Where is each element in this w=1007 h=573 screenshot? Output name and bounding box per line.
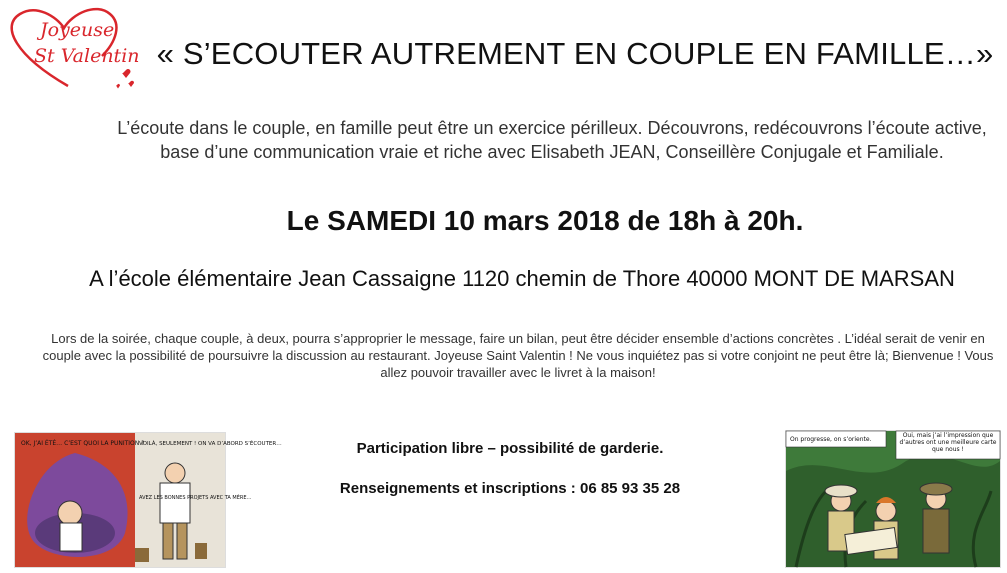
- intro-paragraph: L’écoute dans le couple, en famille peut être un exercice périlleux. Découvrons, redécouvrons l’écoute active, base d’une communication vraie et riche avec Elisabeth JEAN, Conseillère Conjugale et Familiale.: [117, 118, 987, 162]
- cartoon-left-bubble1: OK, J’AI ÉTÉ… C’EST QUOI LA PUNITION ?: [21, 440, 145, 447]
- contact-text: Renseignements et inscriptions : 06 85 93 35 28: [339, 480, 681, 497]
- logo-line2: St Valentin: [34, 45, 140, 67]
- logo-line1: Joyeuse: [40, 19, 115, 41]
- event-address: A l’école élémentaire Jean Cassaigne 1120 chemin de Thore 40000 MONT DE MARSAN: [89, 266, 955, 291]
- cartoon-left-bubble3: AVEZ LES BONNES PROJETS AVEC TA MÈRE…: [139, 495, 252, 501]
- cartoon-right-bubble2: Oui, mais j’ai l’impression que d’autres ont une meilleure carte que nous !: [899, 432, 997, 453]
- cartoon-left-bubble2: VOILÀ, SEULEMENT ! ON VA D’ABORD S’ÉCOUTER…: [139, 441, 282, 447]
- joyeuse-st-valentin-logo: [6, 6, 140, 92]
- cartoon-explorers-image: [785, 430, 1001, 568]
- heart-logo-icon: [6, 6, 140, 92]
- cartoon-right-bubble1: On progresse, on s’oriente.: [790, 436, 872, 443]
- participation-text: Participation libre – possibilité de garderie.: [356, 440, 664, 457]
- page-title: « S’ECOUTER AUTREMENT EN COUPLE EN FAMILLE…»: [156, 36, 994, 71]
- event-date: Le SAMEDI 10 mars 2018 de 18h à 20h.: [286, 205, 804, 236]
- cartoon-couple-image: [14, 432, 282, 568]
- details-paragraph: Lors de la soirée, chaque couple, à deux, pourra s’approprier le message, faire un bilan, peut être décider ensemble d’actions concrètes . L’idéal serait de venir en couple avec la possibilité de poursuivre la discussion au restaurant. Joyeuse Saint Valentin ! Ne vous inquiétez pas si votre conjoint ne peut être là; Bienvenue ! Vous allez pouvoir travailler avec le livret à la maison!: [42, 331, 994, 380]
